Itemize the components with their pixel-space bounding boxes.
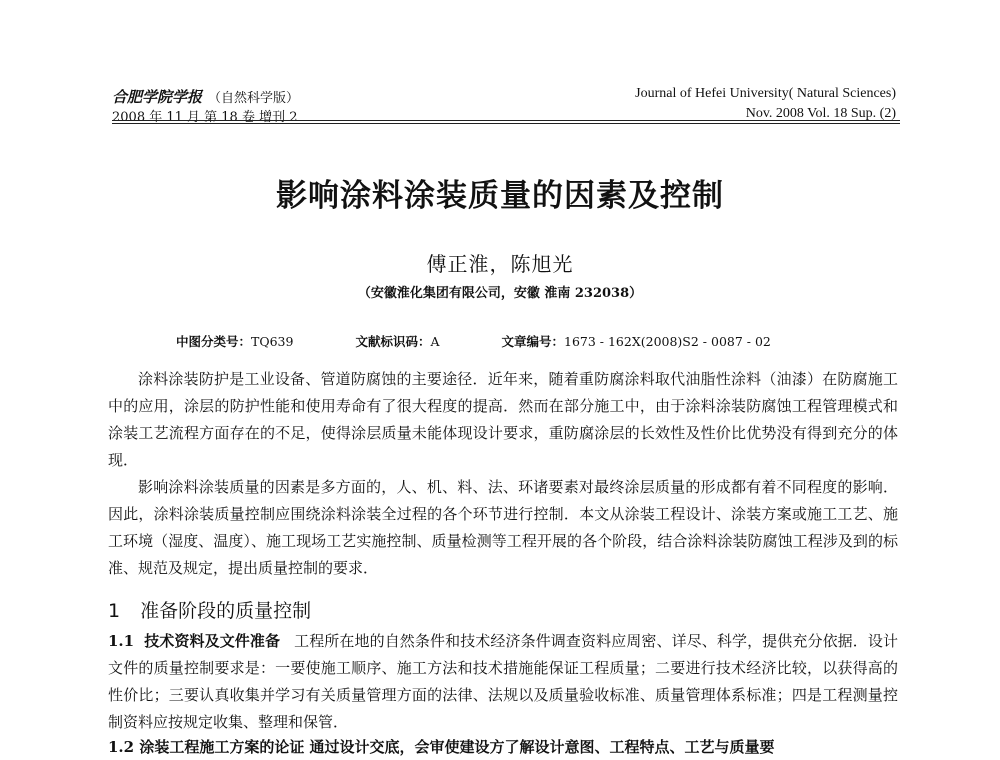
section-title: 准备阶段的质量控制 <box>140 600 312 622</box>
journal-edition-cn: （自然科学版） <box>208 91 300 106</box>
section-1-heading <box>108 596 311 623</box>
document-code: 文献标识码：A <box>355 334 440 349</box>
subsection-1-2-paragraph: 1.2 涂装工程施工方案的论证 通过设计交底，会审使建设方了解设计意图、工程特点、工艺与质量要 <box>108 738 775 756</box>
author-affiliation: （安徽淮化集团有限公司，安徽 淮南 232038） <box>357 286 643 301</box>
subsection-1-1-heading: 1.1 技术资料及文件准备 <box>108 632 281 650</box>
journal-name-cn: 合肥学院学报 <box>112 88 203 106</box>
subsection-1-1 <box>108 628 898 736</box>
journal-header-cn <box>112 86 299 107</box>
section-number: 1 <box>108 600 121 622</box>
subsection-1-1-paragraph: 1.1 技术资料及文件准备 工程所在地的自然条件和技术经济条件调查资料应周密、详尽、科学，提供充分依据．设计文件的质量控制要求是：一要使施工顺序、施工方法和技术措施能保证工程质量；二要进行技术经济比较，以获得高的性价比；三要认真收集并学习有关质量管理方面的法律、法规以及质量验收标准、质量管理体系标准；四是工程测量控制资料应按规定收集、整理和保管． <box>108 632 898 731</box>
clc-number: 中图分类号：TQ639 <box>176 334 294 349</box>
journal-name-en: Journal of Hefei University( Natural Sciences) <box>635 86 896 101</box>
header-rule-top <box>112 120 900 121</box>
article-authors: 傅正淮，陈旭光 <box>426 252 574 276</box>
paragraph-1: 涂料涂装防护是工业设备、管道防腐蚀的主要途径．近年来，随着重防腐涂料取代油脂性涂料（油漆）在防腐施工中的应用，涂层的防护性能和使用寿命有了很大程度的提高．然而在部分施工中，由于涂料涂装防腐蚀工程管理模式和涂装工艺流程方面存在的不足，使得涂层质量未能体现设计要求，重防腐涂层的长效性及性价比优势没有得到充分的体现． <box>108 370 898 469</box>
issue-info-cn: 2008 年 11 月 第 18 卷 增刊 2 <box>112 110 298 125</box>
article-number: 文章编号：1673 - 162X(2008)S2 - 0087 - 02 <box>501 334 771 349</box>
subsection-1-2 <box>108 734 898 760</box>
header-rule-bottom <box>112 123 900 124</box>
intro-text <box>108 366 898 582</box>
paragraph-2: 影响涂料涂装质量的因素是多方面的，人、机、料、法、环诸要素对最终涂层质量的形成都有着不同程度的影响．因此，涂料涂装质量控制应围绕涂料涂装全过程的各个环节进行控制．本文从涂装工程设计、涂装方案或施工工艺、施工环境（湿度、温度）、施工现场工艺实施控制、质量检测等工程开展的各个阶段，结合涂料涂装防腐蚀工程涉及到的标准、规范及规定，提出质量控制的要求． <box>108 478 898 577</box>
article-title: 影响涂料涂装质量的因素及控制 <box>276 178 724 214</box>
issue-info-en: Nov. 2008 Vol. 18 Sup. (2) <box>745 106 896 121</box>
article-meta <box>176 332 829 350</box>
